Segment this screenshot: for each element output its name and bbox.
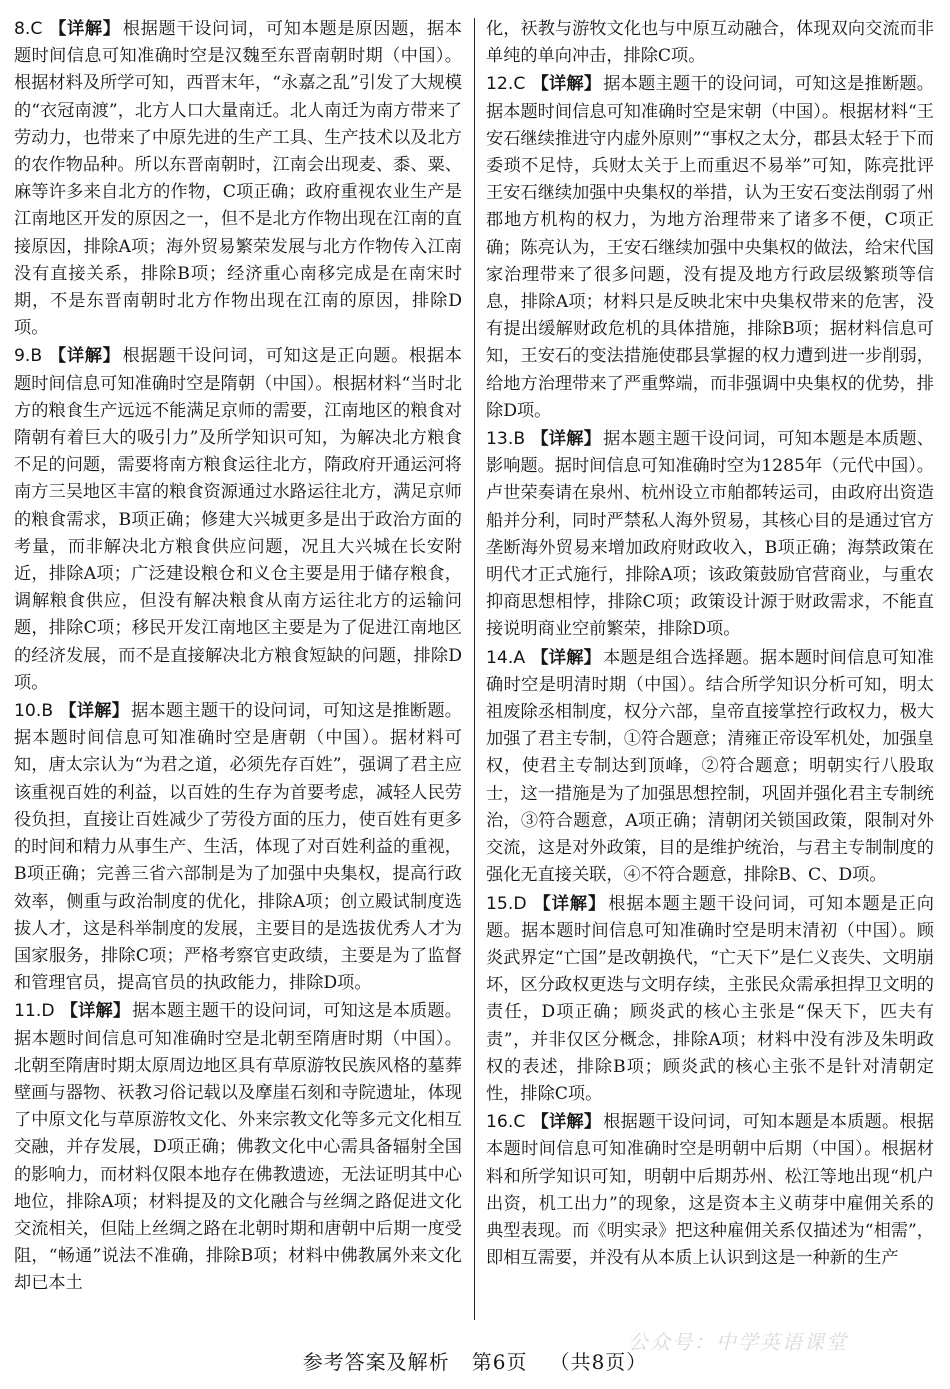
item-text: 根据题干设问词，可知本题是本质题。根据本题时间信息可知准确时空是明朝中后期（中国）。根据材料和所学知识可知，明朝中后期苏州、松江等地出现“机户出资，机工出力”的现象，这是资本主义萌芽中雇佣关系的典型表现。而《明实录》把这种雇佣关系仅描述为“相需”，即相互需要，并没有从本质上认识到这是一种新的生产: [486, 1112, 934, 1269]
answer-item-12: [486, 71, 934, 425]
item-text: 据本题主题干的设问词，可知这是推断题。据本题时间信息可知准确时空是宋朝（中国）。根据材料“王安石继续推进守内虚外原则”“事权之太分，郡县太轻于下而委琐不足恃，兵财太关于上而重迟不易举”可知，陈亮批评王安石继续加强中央集权的举措，认为王安石变法削弱了州郡地方机构的权力，为地方治理带来了诸多不便，C项正确；陈亮认为，王安石继续加强中央集权的做法，给宋代国家治理带来了很多问题，没有提及地方行政层级繁琐等信息，排除A项；材料只是反映北宋中央集权带来的危害，没有提出缓解财政危机的具体措施，排除B项；据材料信息可知，王安石的变法措施使郡县掌握的权力遭到进一步削弱，给地方治理带来了严重弊端，而非强调中央集权的优势，排除D项。: [486, 74, 934, 421]
answer-item-15: [486, 891, 934, 1109]
item-tag: 【详解】: [59, 701, 130, 722]
item-number: 12.: [486, 74, 514, 95]
item-text: 据本题主题干的设问词，可知这是推断题。据本题时间信息可知准确时空是唐朝（中国）。据材料可知，唐太宗认为“为君之道，必须先存百姓”，强调了君主应该重视百姓的利益，以百姓的生存为首要考虑，减轻人民劳役负担，直接让百姓减少了劳役方面的压力，使百姓有更多的时间和精力从事生产、生活，体现了对百姓利益的重视，B项正确；完善三省六部制是为了加强中央集权，提高行政效率，侧重与政治制度的优化，排除A项；创立殿试制度选拔人才，这是科举制度的发展，主要目的是选拔优秀人才为国家服务，排除C项；严格考察官吏政绩，主要是为了监督和管理官员，提高官员的执政能力，排除D项。: [14, 701, 462, 994]
page-footer: [0, 1346, 950, 1375]
item-number: 15.: [486, 893, 514, 914]
answer-item-10: [14, 698, 462, 997]
column-divider: [474, 18, 475, 1320]
footer-page-number: 第6页: [471, 1350, 528, 1374]
item-text: 据本题主题干设问词，可知本题是本质题、影响题。据时间信息可知准确时空为1285年（元代中国）。卢世荣奏请在泉州、杭州设立市舶都转运司，由政府出资造船并分利，同时严禁私人海外贸易，其核心目的是通过官方垄断海外贸易来增加政府财政收入，B项正确；海禁政策在明代才正式施行，排除A项；该政策鼓励官营商业，与重农抑商思想相悖，排除C项；政策设计源于财政需求，不能直接说明商业空前繁荣，排除D项。: [486, 429, 934, 640]
item-tag: 【详解】: [48, 19, 121, 39]
item-answer: C: [513, 1112, 526, 1133]
item-tag: 【详解】: [531, 429, 602, 450]
item-number: 16.: [486, 1112, 514, 1133]
item-tag: 【详解】: [531, 1112, 602, 1133]
item-text: 据本题主题干的设问词，可知这是本质题。据本题时间信息可知准确时空是北朝至隋唐时期（中国）。北朝至隋唐时期太原周边地区具有草原游牧民族风格的墓葬壁画与器物、祆教习俗记载以及摩崖石刻和寺院遗址，体现了中原文化与草原游牧文化、外来宗教文化等多元文化相互交融，并存发展，D项正确；佛教文化中心需具备辐射全国的影响力，而材料仅限本地存在佛教遗迹，无法证明其中心地位，排除A项；材料提及的文化融合与丝绸之路促进文化交流相关，但陆上丝绸之路在北朝时期和唐朝中后期一度受阻，“畅通”说法不准确，排除B项；材料中佛教属外来文化却已本土: [14, 1001, 462, 1294]
item-number: 9.: [14, 346, 31, 367]
answer-item-8: [14, 16, 462, 342]
item-tag: 【详解】: [48, 346, 121, 367]
item-answer: B: [41, 701, 54, 722]
item-answer: B: [513, 429, 526, 450]
item-text: 根据题干设问词，可知本题是原因题，据本题时间信息可知准确时空是汉魏至东晋南朝时期（中国）。根据材料及所学可知，西晋末年，“永嘉之乱”引发了大规模的“衣冠南渡”，北方人口大量南迁。北人南迁为南方带来了劳动力，也带来了中原先进的生产工具、生产技术以及北方的农作物品种。所以东晋南朝时，江南会出现麦、黍、粟、麻等许多来自北方的作物，C项正确；政府重视农业生产是江南地区开发的原因之一，但不是北方作物出现在江南的直接原因，排除A项；海外贸易繁荣发展与北方作物传入江南没有直接关系，排除B项；经济重心南移完成是在南宋时期，不是东晋南朝时北方作物出现在江南的原因，排除D项。: [14, 19, 462, 339]
item-answer: D: [41, 1001, 55, 1022]
footer-page-total: （共8页）: [549, 1350, 648, 1374]
footer-title: 参考答案及解析: [302, 1350, 450, 1374]
answer-item-9: [14, 343, 462, 697]
item-number: 8.: [14, 19, 31, 39]
right-column: [486, 16, 934, 1273]
item-text: 本题是组合选择题。据本题时间信息可知准确时空是明清时期（中国）。结合所学知识分析可知，明太祖废除丞相制度，权分六部，皇帝直接掌控行政权力，极大加强了君主专制，①符合题意；清雍正帝设军机处，加强皇权，使君主专制达到顶峰，②符合题意；明朝实行八股取士，这一措施是为了加强思想控制，巩固并强化君主专制统治，③符合题意，A项正确；清朝闭关锁国政策，限制对外交流，这是对外政策，目的是维护统治，与君主专制制度的强化无直接关联，④不符合题意，排除B、C、D项。: [486, 647, 934, 886]
item-answer: C: [513, 74, 526, 95]
item-tag: 【详解】: [531, 647, 602, 668]
item-text: 根据本题主题干设问词，可知本题是正向题。据本题时间信息可知准确时空是明末清初（中国）。顾炎武界定“亡国”是改朝换代，“亡天下”是仁义丧失、文明崩坏，区分政权更迭与文明存续，主张民众需承担捍卫文明的责任，D项正确；顾炎武的核心主张是“保天下，匹夫有责”，并非仅区分概念，排除A项；材料中没有涉及朱明政权的表述，排除B项；顾炎武的核心主张不是针对清朝定性，排除C项。: [486, 893, 934, 1104]
left-column: [14, 16, 462, 1299]
item-tag: 【详解】: [60, 1001, 131, 1022]
item-tag: 【详解】: [531, 74, 602, 95]
item-answer: B: [30, 346, 43, 367]
item-number: 14.: [486, 647, 514, 668]
item-number: 13.: [486, 429, 514, 450]
answer-item-11-continued: [486, 16, 934, 70]
item-answer: A: [513, 647, 526, 668]
item-text: 化，祆教与游牧文化也与中原互动融合，体现双向交流而非单纯的单向冲击，排除C项。: [486, 19, 934, 67]
answer-item-13: [486, 426, 934, 644]
item-text: 根据题干设问词，可知这是正向题。根据本题时间信息可知准确时空是隋朝（中国）。根据材料“当时北方的粮食生产远远不能满足京师的需要，江南地区的粮食对隋朝有着巨大的吸引力”及所学知识可知，为解决北方粮食不足的问题，需要将南方粮食运往北方，隋政府开通运河将南方三吴地区丰富的粮食资源通过水路运往北方，满足京师的粮食需求，B项正确；修建大兴城更多是出于政治方面的考量，而非解决北方粮食供应问题，况且大兴城在长安附近，排除A项；广泛建设粮仓和义仓主要是用于储存粮食，调解粮食供应，但没有解决粮食从南方运往北方的运输问题，排除C项；移民开发江南地区主要是为了促进江南地区的经济发展，而不是直接解决北方粮食短缺的问题，排除D项。: [14, 346, 462, 693]
item-number: 11.: [14, 1001, 42, 1022]
item-answer: C: [30, 19, 43, 39]
item-tag: 【详解】: [532, 893, 607, 914]
answer-item-16: [486, 1109, 934, 1272]
item-number: 10.: [14, 701, 42, 722]
watermark: 公众号：中学英语课堂: [628, 1330, 848, 1354]
answer-item-14: [486, 645, 934, 890]
item-answer: D: [513, 893, 527, 914]
answer-item-11: [14, 998, 462, 1297]
